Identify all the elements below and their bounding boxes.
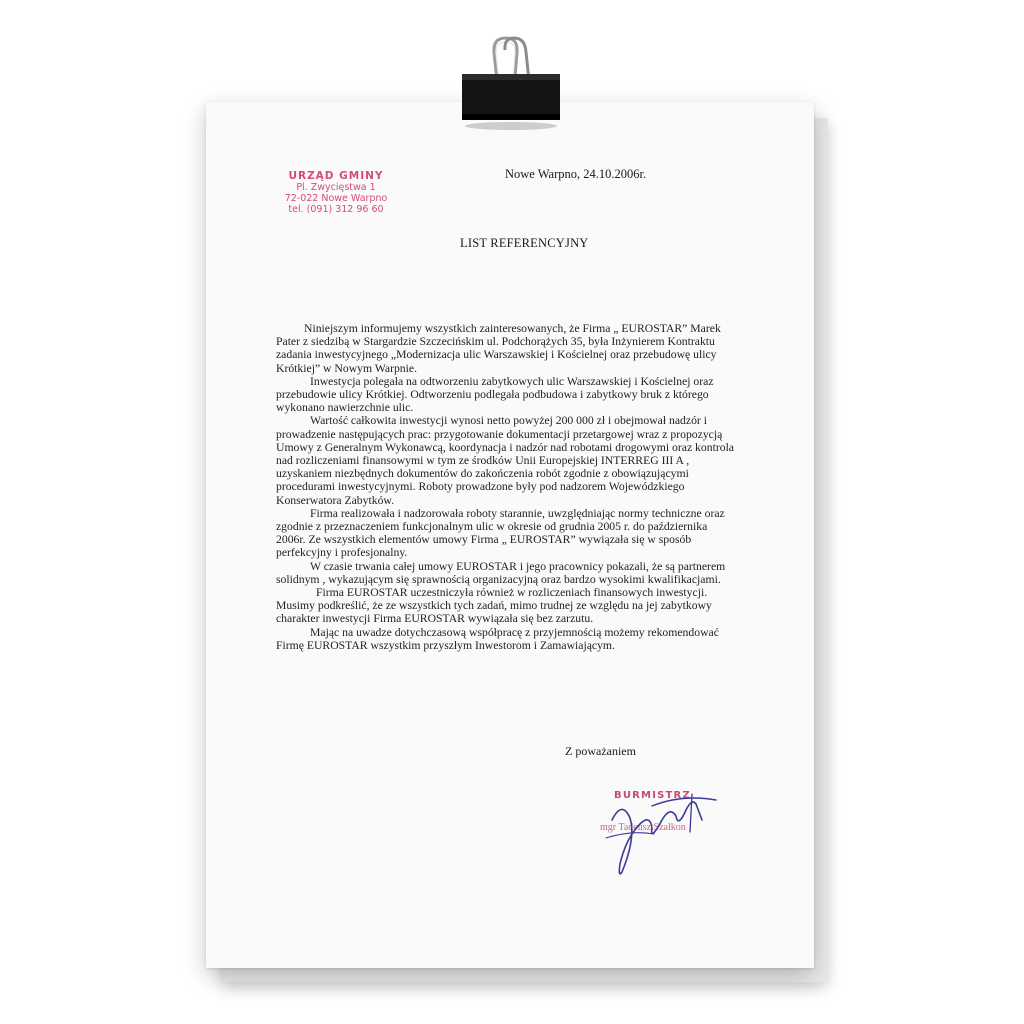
letter-body [276, 322, 736, 652]
binder-clip-icon [460, 30, 570, 140]
stamp-office-name: URZĄD GMINY [288, 170, 384, 182]
stamp-phone: tel. (091) 312 96 60 [288, 204, 384, 215]
handwritten-signature [592, 780, 722, 880]
letter-title: LIST REFERENCYJNY [460, 236, 589, 250]
letter-date: Nowe Warpno, 24.10.2006r. [505, 167, 647, 181]
signature-stamp-title: BURMISTRZ [614, 790, 691, 801]
stamp-address-line2: 72-022 Nowe Warpno [284, 193, 388, 204]
paragraph: Firma realizowała i nadzorowała roboty starannie, uwzględniając normy techniczne oraz zgodnie z przeznaczeniem funkcjonalnym ulic w okresie od grudnia 2005 r. do października 2006r. Ze wszystkich elementów umowy Firma „ EUROSTAR” wywiązała się w sposób perfekcyjny i profesjonalny. [276, 506, 725, 560]
paragraph: Mając na uwadze dotychczasową współpracę z przyjemnością możemy rekomendować Firmę EUROSTAR wszystkim przyszłym Inwestorom i Zamawiającym. [276, 625, 719, 652]
signature-stamp-name: mgr Tadeusz Szałkon [600, 822, 686, 833]
closing-salutation: Z poważaniem [565, 744, 636, 758]
paragraph: Firma EUROSTAR uczestniczyła również w rozliczeniach finansowych inwestycji. Musimy podkreślić, że ze wszystkich tych zadań, mimo trudnej ze względu na jej zabytkowy charakter inwestycji Firma EUROSTAR wywiązała się bez zarzutu. [276, 586, 712, 626]
office-stamp [276, 170, 396, 215]
paragraph: Inwestycja polegała na odtworzeniu zabytkowych ulic Warszawskiej i Kościelnej oraz przebudowie ulicy Krótkiej. Odtworzeniu podlegała podbudowa i zabytkowy bruk z którego wykonano nawierzchnie ulic. [276, 374, 714, 415]
stamp-address-line1: Pl. Zwycięstwa 1 [296, 182, 376, 193]
paragraph: Niniejszym informujemy wszystkich zainteresowanych, że Firma „ EUROSTAR” Marek Pater z siedzibą w Stargardzie Szczecińskim ul. Podchorążych 35, była Inżynierem Kontraktu zadania inwestycyjnego „Modernizacja ulic Warszawskiej i Kościelnej oraz przebudowę ulicy Krótkiej” w Nowym Warpnie. [276, 322, 721, 375]
paragraph: Wartość całkowita inwestycji wynosi netto powyżej 200 000 zł i obejmował nadzór i prowadzenie następujących prac: przygotowanie dokumentacji przetargowej wraz z propozycją Umowy z Generalnym Wykonawcą, koordynacja i nadzór nad robotami drogowymi oraz kontrola nad rozliczeniami finansowymi w tym ze środków Unii Europejskiej INTERREG III A , uzyskaniem niezbędnych dokumentów do zakończenia robót zgodnie z obowiązującymi procedurami inwestycyjnymi. Roboty prowadzone były pod nadzorem Wojewódzkiego Konserwatora Zabytków. [276, 414, 734, 507]
paragraph: W czasie trwania całej umowy EUROSTAR i jego pracownicy pokazali, że są partnerem solidnym , wykazującym się sprawnością organizacyjną oraz bardzo wysokimi kwalifikacjami. [276, 559, 726, 586]
